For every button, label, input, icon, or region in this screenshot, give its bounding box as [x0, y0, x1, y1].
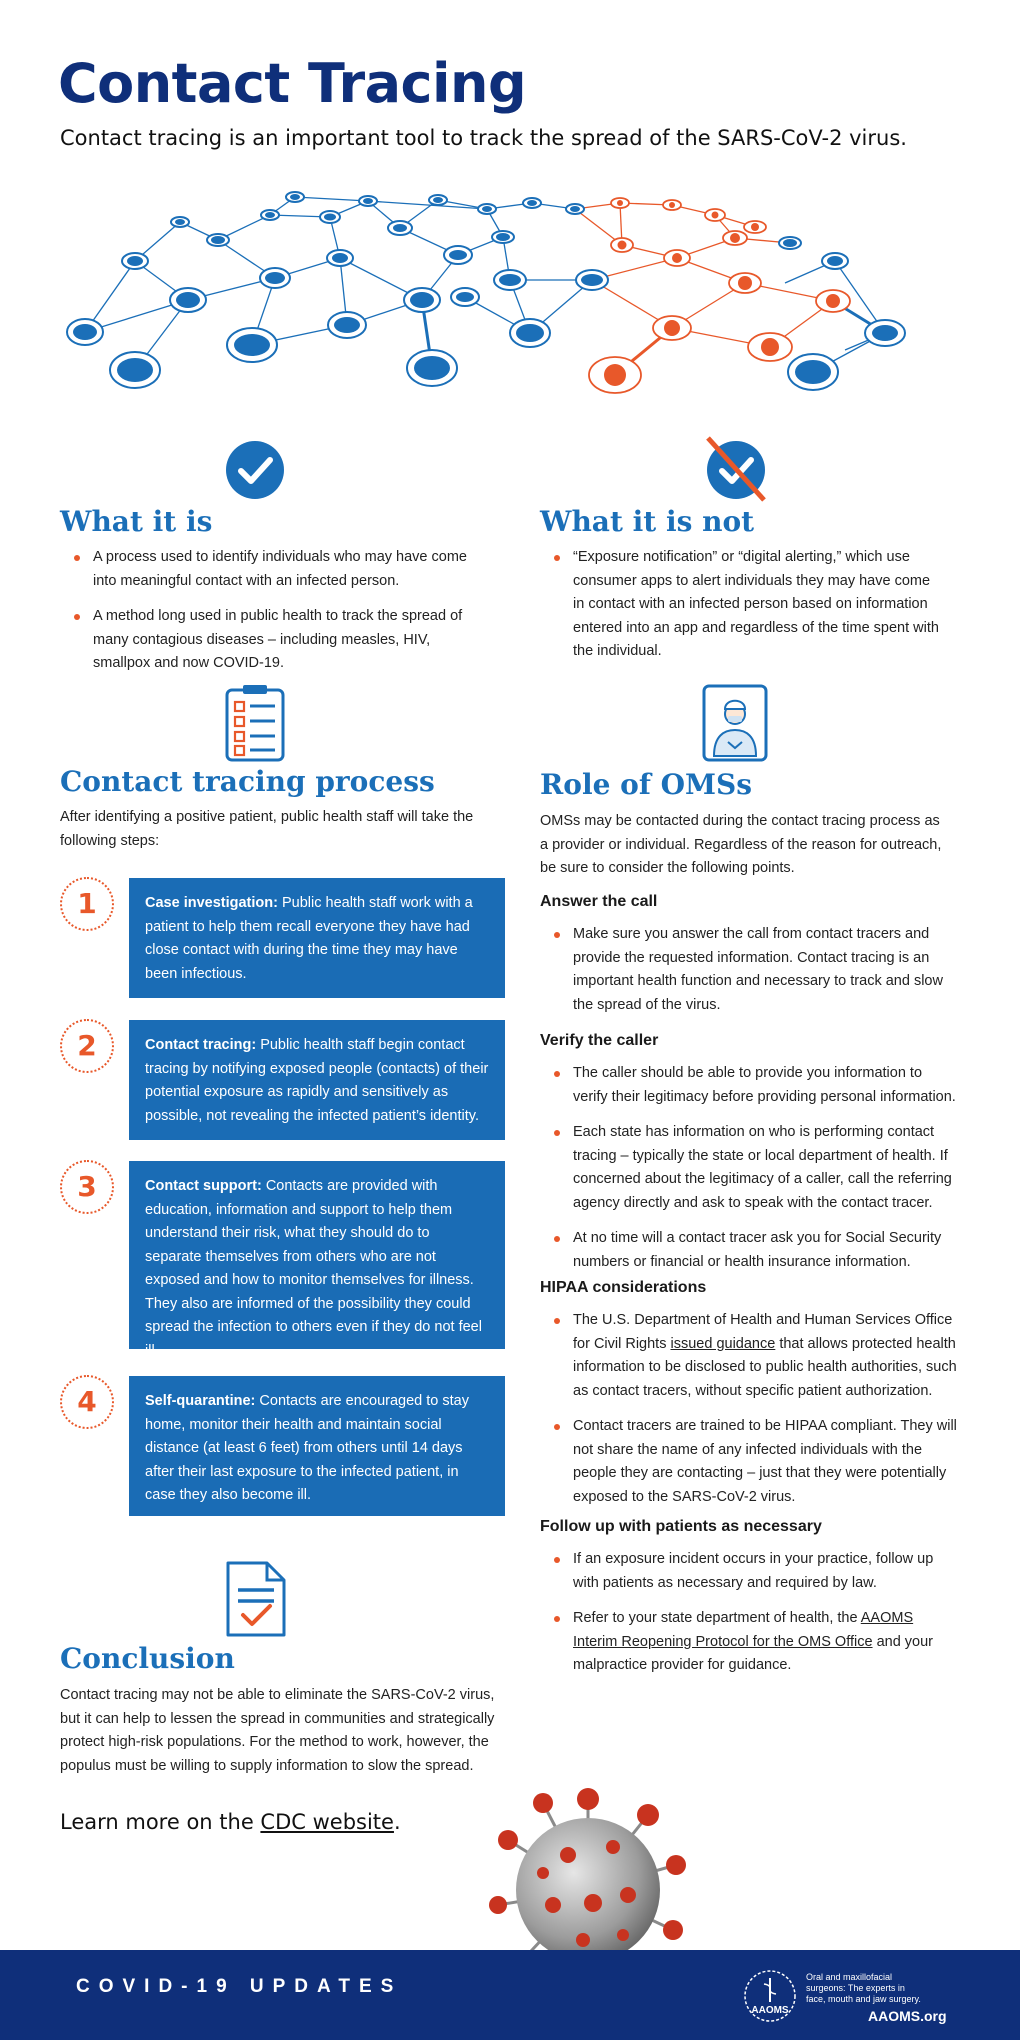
- follow-list: [540, 1548, 960, 1690]
- footer-tagline: Oral and maxillofacial surgeons: The experts in face, mouth and jaw surgery.: [806, 1972, 921, 2004]
- footer-label: COVID-19 UPDATES: [76, 1976, 403, 1997]
- process-intro: After identifying a positive patient, public health staff will take the following steps:: [60, 809, 474, 849]
- list-item: Each state has information on who is performing contact tracing – typically the state or local department of health. If concerned about the legitimacy of a caller, call the referring agency directly and ask to speak with the contact tracer.: [540, 1121, 960, 1215]
- step-title: Self-quarantine:: [145, 1393, 256, 1409]
- what-it-is-not-list: [540, 546, 940, 676]
- network-graph-icon: [55, 185, 975, 395]
- step-title: Contact tracing:: [145, 1037, 257, 1053]
- list-item: “Exposure notification” or “digital alerting,” which use consumer apps to alert individuals they may have come in contact with an infected person based on information entered into an app and regardless of the time spent with the individual.: [540, 546, 940, 664]
- list-item: A process used to identify individuals who may have come into meaningful contact with an infected person.: [60, 546, 480, 593]
- list-item: A method long used in public health to track the spread of many contagious diseases – including measles, HIV, smallpox and now COVID-19.: [60, 605, 480, 676]
- step-text: Contacts are provided with education, information and support to help them understand their risk, what they should do to separate themselves from others who are not exposed and how to monitor themselves for illness. They also are informed of the possibility they could spread the infection to others even if they do not feel ill.: [145, 1178, 482, 1359]
- list-item: The caller should be able to provide you information to verify their legitimacy before providing personal information.: [540, 1062, 960, 1109]
- footer-bar: [0, 1950, 1020, 2040]
- step-box-contact-tracing: [129, 1020, 505, 1140]
- hipaa-list: [540, 1309, 960, 1521]
- list-item: [540, 1607, 960, 1678]
- learn-more-suffix: .: [393, 1810, 401, 1834]
- document-check-icon: [225, 1560, 287, 1638]
- reopening-protocol-link[interactable]: AAOMS Interim Reopening Protocol for the OMS Office: [573, 1610, 914, 1650]
- aaoms-logo-icon: [742, 1968, 798, 2024]
- cdc-website-link[interactable]: CDC website: [260, 1810, 394, 1834]
- step-text: Contacts are encouraged to stay home, monitor their health and maintain social distance (at least 6 feet) from others until 14 days after their last exposure to the infected patient, in case they also become ill.: [145, 1393, 469, 1503]
- step-text: Public health staff begin contact tracing by notifying exposed people (contacts) of their potential exposure as rapidly and sensitively as possible, not revealing the infected patient’s identity.: [145, 1037, 489, 1124]
- verify-heading: Verify the caller: [540, 1032, 659, 1049]
- step-number: 4: [60, 1375, 114, 1429]
- learn-more-prefix: Learn more on the: [60, 1810, 261, 1834]
- step-box-case-investigation: [129, 878, 505, 998]
- step-number: 2: [60, 1019, 114, 1073]
- step-box-contact-support: [129, 1161, 505, 1359]
- text: that allows protected health information to be disclosed to public health authorities, such as contact tracers, without specific patient authorization.: [573, 1335, 957, 1399]
- page-title: Contact Tracing: [58, 52, 527, 115]
- role-heading: Role of OMSs: [540, 768, 752, 801]
- step-box-self-quarantine: [129, 1376, 505, 1516]
- hipaa-heading: HIPAA considerations: [540, 1279, 707, 1296]
- follow-heading: Follow up with patients as necessary: [540, 1518, 822, 1535]
- step-title: Case investigation:: [145, 895, 278, 911]
- what-it-is-list: [60, 546, 480, 688]
- clipboard-checklist-icon: [225, 684, 285, 762]
- conclusion-heading: Conclusion: [60, 1642, 235, 1675]
- step-text: Public health staff work with a patient to help them recall everyone they have had close contact with during the time they may have been infectious.: [145, 895, 473, 982]
- verify-list: [540, 1062, 960, 1286]
- footer-url[interactable]: AAOMS.org: [868, 2008, 947, 2024]
- list-item: Make sure you answer the call from contact tracers and provide the requested information. Contact tracing is an important health function and necessary to track and slow the spread of the virus.: [540, 923, 960, 1017]
- crossed-checkmark-icon: [702, 436, 770, 502]
- list-item: If an exposure incident occurs in your practice, follow up with patients as necessary and required by law.: [540, 1548, 960, 1595]
- list-item: At no time will a contact tracer ask you for Social Security numbers or financial or health insurance information.: [540, 1227, 960, 1274]
- text: The U.S. Department of Health and Human Services Office for Civil Rights: [573, 1312, 953, 1352]
- what-it-is-heading: What it is: [60, 505, 213, 538]
- process-heading: Contact tracing process: [60, 765, 435, 798]
- step-title: Contact support:: [145, 1178, 262, 1194]
- what-it-is-not-heading: What it is not: [540, 505, 755, 538]
- logo-text: AAOMS: [751, 2005, 789, 2016]
- conclusion-text: Contact tracing may not be able to eliminate the SARS-CoV-2 virus, but it can help to lessen the spread in communities and strategically protect high-risk populations. For the method to work, however, the populus must be willing to supply information to slow the spread.: [60, 1687, 495, 1774]
- learn-more: [60, 1810, 401, 1834]
- step-number: 1: [60, 877, 114, 931]
- doctor-icon: [702, 684, 768, 762]
- list-item: Contact tracers are trained to be HIPAA compliant. They will not share the name of any infected individuals with the people they are contacting – just that they were potentially exposed to the SARS-CoV-2 virus.: [540, 1415, 960, 1509]
- page-subtitle: Contact tracing is an important tool to track the spread of the SARS-CoV-2 virus.: [60, 126, 907, 150]
- issued-guidance-link[interactable]: issued guidance: [670, 1335, 776, 1352]
- role-intro: OMSs may be contacted during the contact tracing process as a provider or individual. Regardless of the reason for outreach, be sure to consider the following points.: [540, 813, 942, 876]
- answer-heading: Answer the call: [540, 893, 658, 910]
- answer-list: [540, 923, 960, 1029]
- list-item: [540, 1309, 960, 1403]
- text: and your malpractice provider for guidance.: [573, 1633, 934, 1673]
- checkmark-icon: [225, 440, 285, 500]
- text: Refer to your state department of health, the: [573, 1610, 861, 1626]
- step-number: 3: [60, 1160, 114, 1214]
